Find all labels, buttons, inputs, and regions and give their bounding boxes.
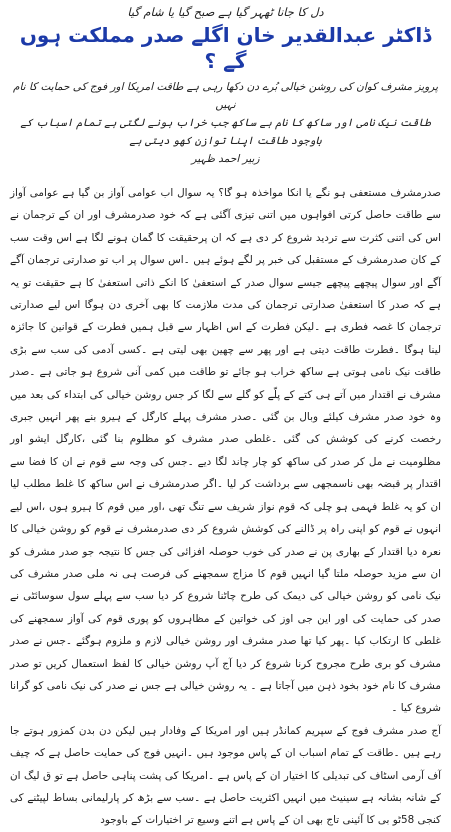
kicker-verse: دل کا جانا ٹھہر گیا ہے صبح گیا یا شام گیا bbox=[127, 5, 324, 19]
article-paragraph: آج صدر مشرف فوج کے سپریم کمانڈر ہیں اور امریکا کے وفادار ہیں لیکن دن بدن کمزور ہوتے جا رہے ہیں ۔طاقت کے تمام اسباب ان کے پاس موجود ہیں ۔انہیں فوج کی حمایت حاصل ہے کہ چیف آف آرمی اسٹاف کی تبدیلی کا اختیار ان کے پاس ہے ۔امریکا کی پشت پناہی حاصل ہے تو ق لیگ ان کے شانہ بشانہ ہے سینیٹ میں انہیں اکثریت حاصل ہے ۔سب سے بڑھ کر پارلیمانی بساط لپیٹنے کی کنجی 58ٹو بی کا آئینی تاج بھی ان کے پاس ہے اتنے وسیع تر اختیارات کے باوجود bbox=[10, 724, 441, 827]
author-byline: زبیر احمد ظہیر bbox=[191, 153, 260, 165]
article-paragraph: صدرمشرف مستعفی ہو نگے یا انکا مواخذہ ہو گا؟ یہ سوال اب عوامی آواز بن گیا ہے عوامی آواز سے طاقت حاصل کرتی افواہوں میں اتنی تیزی آگئی ہے کہ خود صدرمشرف اور ان کے ترجمان نے اس کی اتنی کثرت سے تردید شروع کر دی ہے کہ ان پرحقیقت کا گمان ہونے لگا ہے اس وقت سب کے کان صدرمشرف کے مستقبل کی خبر پر لگے ہوئے ہیں ۔اس سوال پر اب تو صدارتی ترجمان آگے آگے اور سوال پیچھے پیچھے جیسے سوال صدر کے استعفیٰ کا انکے ذاتی استعفیٰ کا ہے حقیقت تو یہ ہے کہ صدر کا استعفیٰ صدارتی ترجمان کی مدت ملازمت کا بھی آخری دن ہوگا اس لیے صدارتی ترجمان کا غصہ فطری ہے ۔لیکن فطرت کے اس اظہار سے قبل ہمیں فطرت کے قوانین کا جائزہ لینا ہوگا ۔فطرت طاقت دیتی ہے اور پھر سے چھین بھی لیتی ہے ۔کسی آدمی کی سب سے بڑی طاقت نیک نامی ہوتی ہے ساکھ خراب ہو جائے تو طاقت میں کمی آنی شروع ہو جاتی ہے ۔صدر مشرف نے اقتدار میں آتے ہی کتے کے پلّے کو گلے سے لگا کر جس روشن خیالی کی ابتداء کی بعد میں وہ خود صدر مشرف کیلئے وبال بن گئی ۔صدر مشرف پہلے کارگل کے ہیرو بنے پھر انہیں جبری رخصت کرنے کی کوشش کی گئی ۔غلطی صدر مشرف کو مظلوم بنا گئی ،کارگل ایشو اور مظلومیت نے مل کر صدر کی ساکھ کو چار چاند لگا دیے ۔جس کی وجہ سے قوم نے ان کا فضا سے اقتدار پر قبضہ بھی ناسمجھی سے برداشت کر لیا ۔اگر صدرمشرف نے اس ساکھ کا غلط مطلب لیا ان کو یہ غلط فہمی ہو چلی کہ قوم نواز شریف سے تنگ تھی ،اور میں قوم کا ہیرو ہوں ،اس لیے انہوں نے قوم کو اپنی راہ پر ڈالنے کی کوشش شروع کر دی صدرمشرف نے قوم کو روشن خیالی کا نعرہ دیا اقتدار کے بھاری پن نے صدر کی خوب حوصلہ افزائی کی جس کا نتیجہ جو صدر مشرف کو ان سے مزید حوصلہ ملتا گیا انہیں قوم کا مزاج سمجھنے کی فرصت ہی نہ ملی صدر مشرف کی نیک نامی کو روشن خیالی کی دیمک کی طرح چاٹنا شروع کر دیا سب سے پہلے سول سوسائٹی نے صدر کی حمایت کی اور این جی اوز کی خواتین کے مظاہروں کو پوری قوم کی آواز سمجھنے کی غلطی کا ارتکاب کیا ۔پھر کیا تھا صدر مشرف اور روشن خیالی لازم و ملزوم ہوگئے ۔جس نے صدر مشرف کو بری طرح مجروح کرنا شروع کر دیا آج آپ روشن خیالی کا لفظ استعمال کریں تو صدر مشرف کا نام خود بخود ذہن میں آجاتا ہے ۔ یہ روشن خیالی ہے جس نے صدر کی نیک نامی کو گرانا شروع کیا ۔ bbox=[10, 187, 441, 715]
article-subhead-line-2: طاقت نیک نامی اور ساکھ کا نام ہے ساکھ جب خراب ہونے لگتی ہے تمام اسباب کے باوجود طاقت اپنا توازن کھو دیتی ہے bbox=[20, 117, 431, 147]
article-subhead-line-1: پرویز مشرف کوان کی روشن خیالی بُرے دن دکھا رہی ہے طاقت امریکا اور فوج کی حمایت کا نام نہیں bbox=[12, 81, 439, 111]
article-body bbox=[10, 182, 441, 832]
article-headline: ڈاکٹر عبدالقدیر خان اگلے صدر مملکت ہوں گے ؟ bbox=[19, 23, 432, 73]
